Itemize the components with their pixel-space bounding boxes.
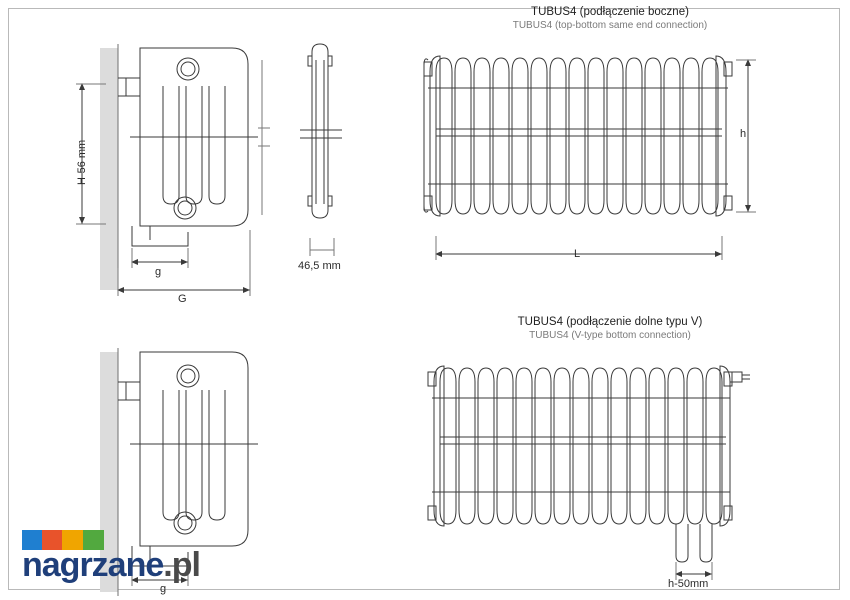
logo-word: nagrzane	[22, 546, 164, 584]
watermark-logo	[22, 530, 232, 590]
dimension-label-bottom-connection: h-50mm	[668, 578, 709, 590]
logo-suffix: .pl	[163, 546, 200, 584]
dimension-label-g-top: g	[155, 266, 162, 278]
title-bottom-en: TUBUS4 (V-type bottom connection)	[529, 330, 691, 341]
title-top-pl: TUBUS4 (podłączenie boczne)	[531, 6, 689, 18]
logo-wordmark	[22, 546, 200, 585]
title-bottom-pl: TUBUS4 (podłączenie dolne typu V)	[517, 316, 703, 328]
dimension-label-G: G	[178, 293, 187, 305]
dimension-label-depth: 46,5 mm	[298, 260, 341, 272]
dimension-label-h: h	[740, 128, 747, 140]
dimension-label-height-h56: H-56 mm	[76, 139, 88, 185]
title-top-en: TUBUS4 (top-bottom same end connection)	[512, 20, 708, 31]
dimension-label-L: L	[574, 248, 581, 260]
title-bottom	[475, 316, 745, 341]
title-top	[480, 6, 740, 31]
dimension-label-g-bottom: g	[160, 583, 167, 595]
